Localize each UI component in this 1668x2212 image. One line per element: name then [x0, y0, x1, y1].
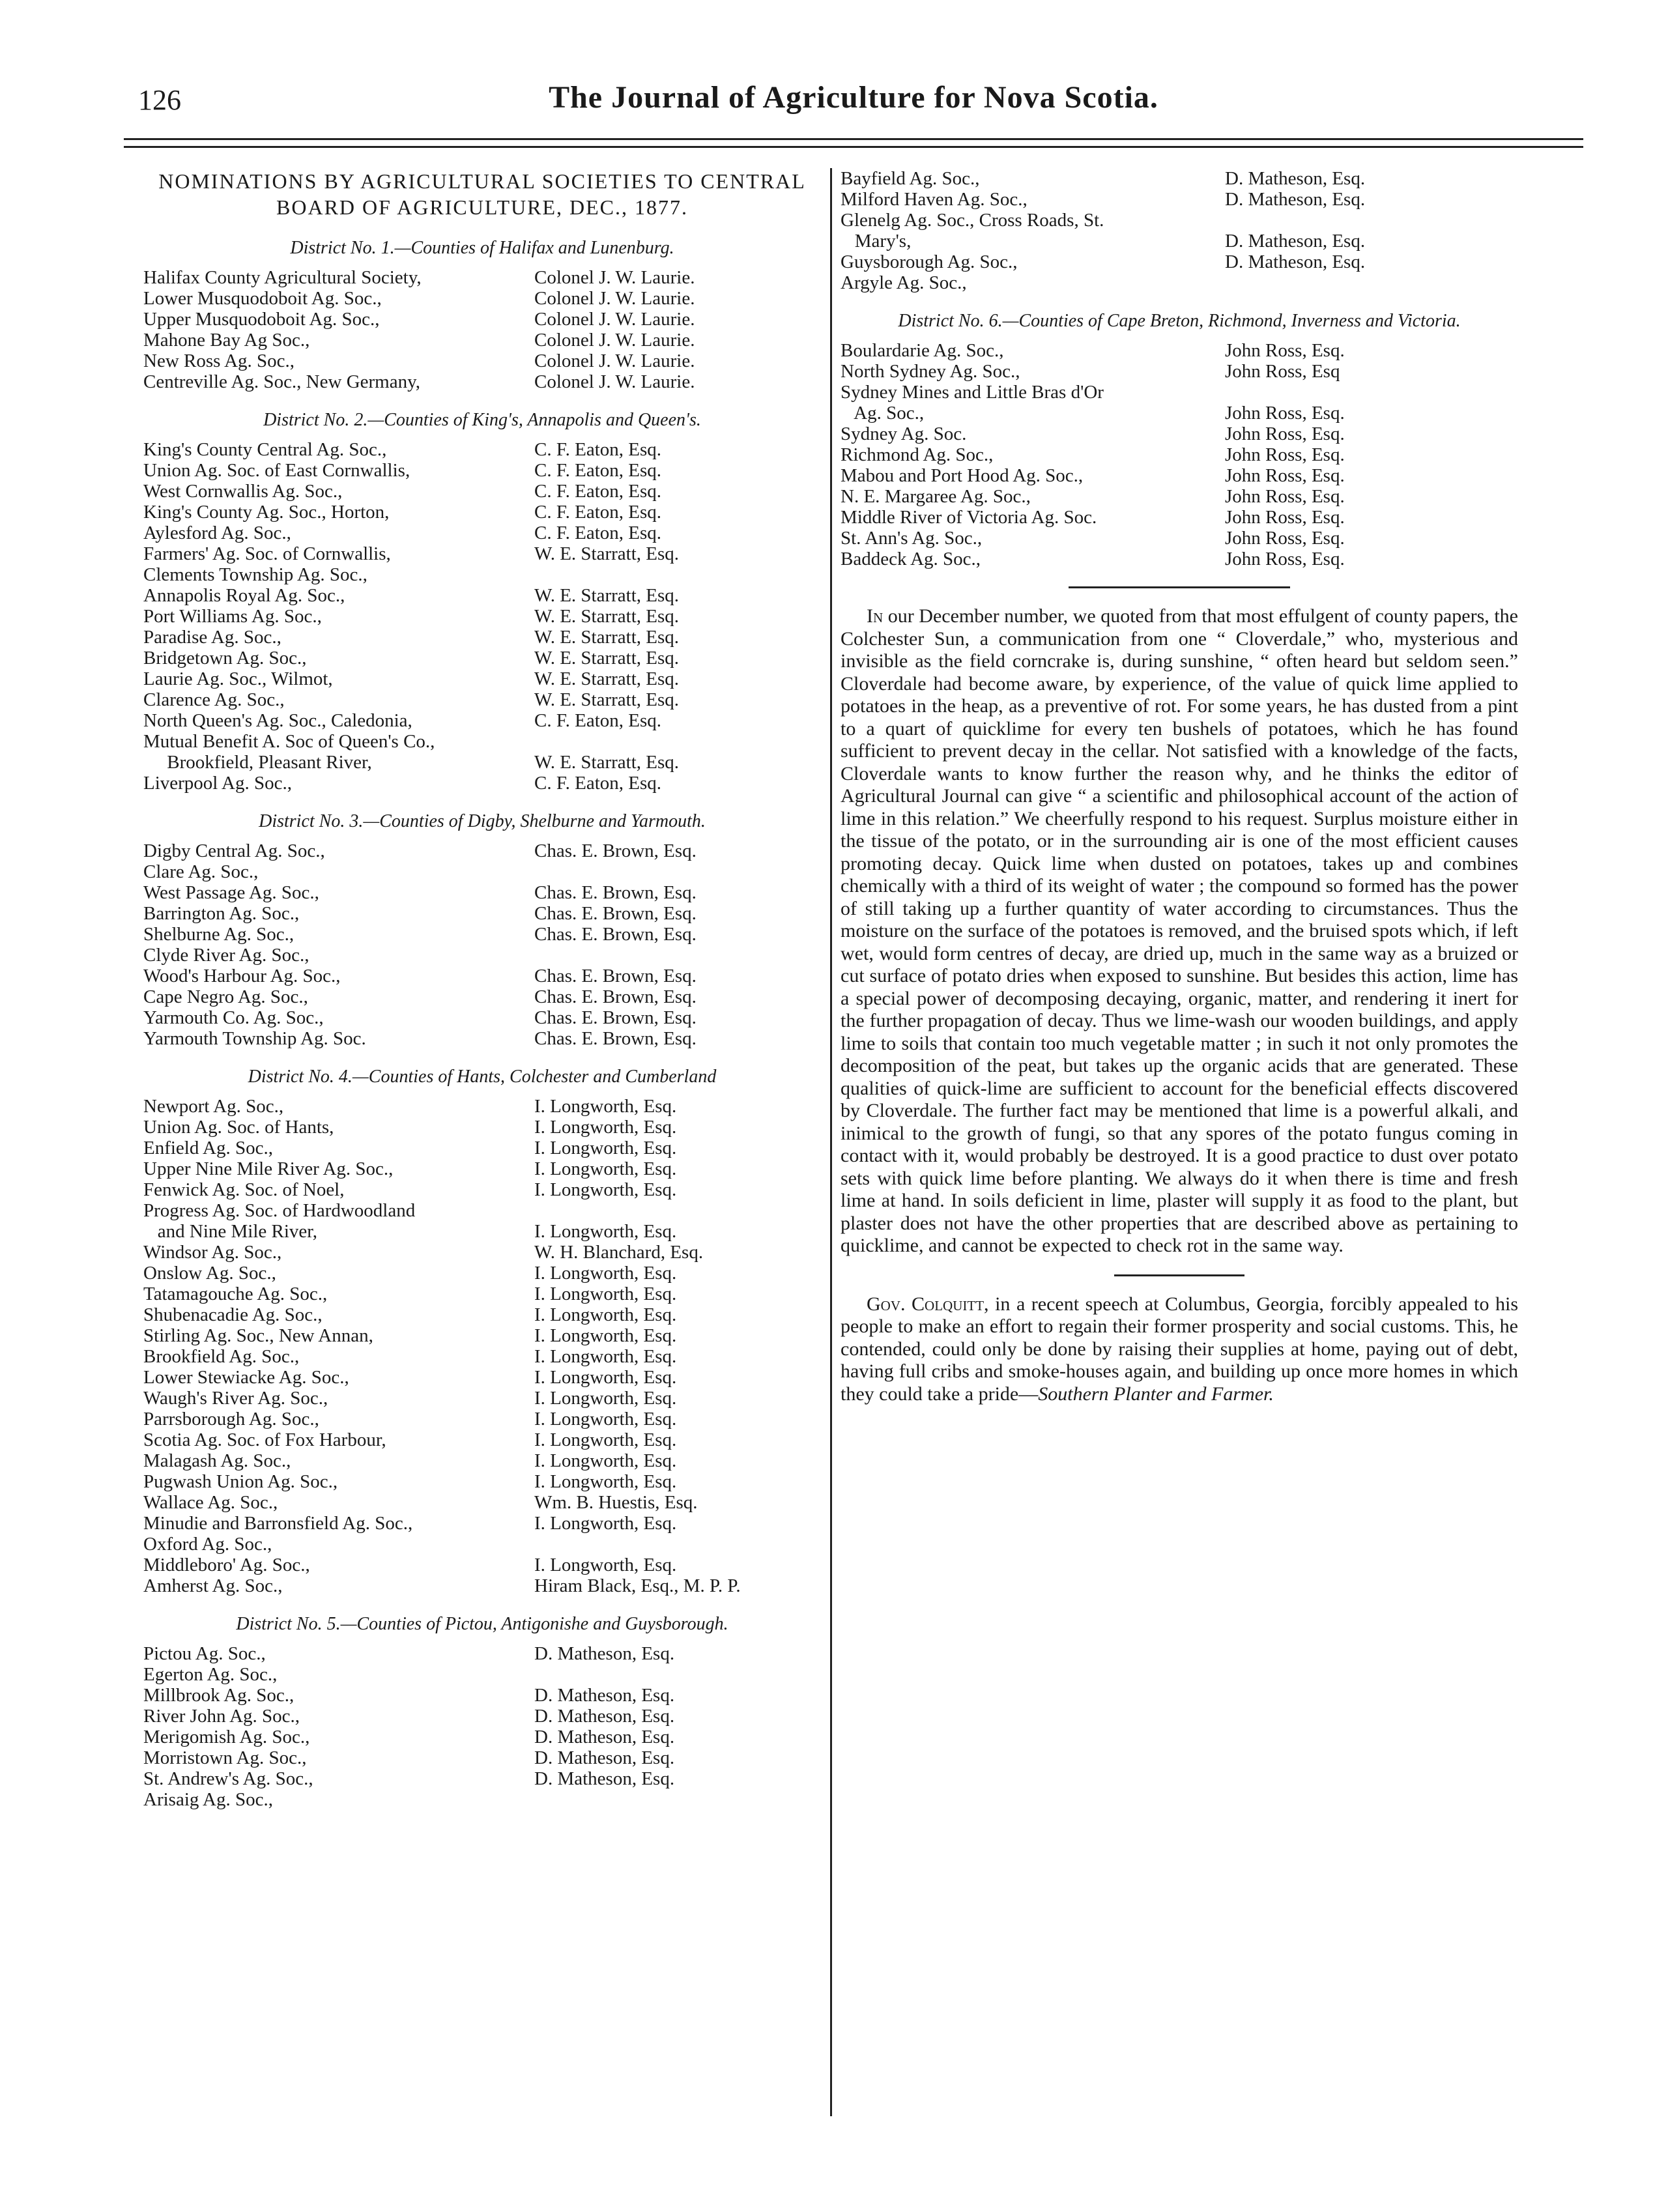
- left-column: [143, 168, 821, 1810]
- nominee-name: Colonel J. W. Laurie.: [534, 351, 695, 371]
- society-entry: [143, 1643, 821, 1664]
- society-entry: [143, 1706, 821, 1727]
- society-name: Minudie and Barronsfield Ag. Soc.,: [143, 1513, 413, 1534]
- society-name: Scotia Ag. Soc. of Fox Harbour,: [143, 1429, 386, 1450]
- society-entry: [143, 288, 821, 309]
- nominee-name: John Ross, Esq.: [1225, 424, 1345, 444]
- society-entry: [841, 168, 1518, 189]
- nominee-name: I. Longworth, Esq.: [534, 1325, 677, 1346]
- society-name: Wallace Ag. Soc.,: [143, 1492, 278, 1513]
- nominee-name: I. Longworth, Esq.: [534, 1555, 677, 1575]
- society-entry: [143, 1685, 821, 1706]
- society-name: Arisaig Ag. Soc.,: [143, 1789, 273, 1810]
- society-name: Brookfield, Pleasant River,: [143, 752, 372, 773]
- article-body: our December number, we quoted from that most effulgent of county papers, the Colchester Sun, a communication from one “ Cloverdale,” who, mysterious and invisible as the field corncrake is, during sunshine, “ often heard but seldom seen.” Cloverdale had become aware, by experience, of the value of quick lime applied to potatoes in the heap, as a preventive of rot. For some years, he has dusted from a pint to a quart of quicklime for every ten bushels of potatoes, which he has found sufficient to prevent decay in the cellar. Not satisfied with a knowledge of the facts, Cloverdale wants to know further the reason why, and he thinks the editor of Agricultural Journal can give “ a scientific and philosophical account of the action of lime in this relation.” We cheerfully respond to his request. Surplus moisture either in the tissue of the potato, or in the surrounding air is one of the most efficient causes promoting decay. Quick lime when dusted on potatoes, takes up and combines chemically with a third of its weight of water ; the compound so formed has the power of still taking up a further quantity of water according to circumstances. Thus the moisture on the surface of the potatoes is removed, and the bruised spots which, if left wet, would form centres of decay, are dried up, much in the same way as a bruized or cut surface of potato dries when exposed to sunshine. But besides this action, lime has a special power of decomposing decaying, organic, matter, and rendering it inert for the further propagation of decay. Thus we lime-wash our wooden buildings, and apply lime to soils that contain too much vegetable matter ; in such it not only promotes the decomposition of the peat, but takes up the organic acids that are generated. These qualities of quick-lime are sufficient to account for the beneficial effects discovered by Cloverdale. The further fact may be mentioned that lime is a powerful alkali, and inimical to the growth of fungi, so that any spores of the potato fungus coming in contact with it, would probably be destroyed. It is a good practice to dust over potato sets with quick lime before planting. We always do it when there is time and fresh lime at hand. In soils deficient in lime, plaster will supply it as food to the plant, but plaster does not have the other properties that are described above as pertaining to quicklime, and cannot be expected to check rot in the same way.: [841, 605, 1518, 1256]
- society-name: Middle River of Victoria Ag. Soc.: [841, 507, 1097, 528]
- society-entry: [143, 840, 821, 861]
- society-name: Ag. Soc.,: [841, 403, 925, 424]
- society-entry: [143, 1284, 821, 1304]
- article2-lead: Gov. Colquitt,: [867, 1293, 989, 1315]
- society-name: Cape Negro Ag. Soc.,: [143, 986, 308, 1007]
- article2-body: in a recent speech at Columbus, Georgia, forcibly appealed to his people to make an effort to regain their former prosperity and social customs. This, he contended, could only be done by raising their supplies at home, paying out of debt, having full cribs and smoke-houses again, and building up once more homes in which they could take a pride—: [841, 1293, 1518, 1405]
- society-entry: [841, 424, 1518, 444]
- nominee-name: [1225, 382, 1518, 403]
- society-name: Amherst Ag. Soc.,: [143, 1575, 283, 1596]
- society-name: Pictou Ag. Soc.,: [143, 1643, 266, 1664]
- nominee-name: W. E. Starratt, Esq.: [534, 752, 680, 773]
- society-entry: [143, 1575, 821, 1596]
- society-name: King's County Central Ag. Soc.,: [143, 439, 387, 460]
- society-entry: [841, 486, 1518, 507]
- nominee-name: Chas. E. Brown, Esq.: [534, 882, 697, 903]
- society-name: Wood's Harbour Ag. Soc.,: [143, 966, 341, 986]
- society-entry: [143, 1221, 821, 1242]
- nominee-name: Chas. E. Brown, Esq.: [534, 1028, 697, 1049]
- society-entry: [143, 1534, 821, 1555]
- nominee-name: Colonel J. W. Laurie.: [534, 309, 695, 330]
- district-heading-2: District No. 2.—Counties of King's, Annapolis and Queen's.: [263, 410, 701, 430]
- nominee-name: W. E. Starratt, Esq.: [534, 543, 680, 564]
- nominee-name: I. Longworth, Esq.: [534, 1388, 677, 1409]
- society-entry: [143, 710, 821, 731]
- society-name: Union Ag. Soc. of East Cornwallis,: [143, 460, 410, 481]
- society-entry: [143, 1492, 821, 1513]
- nominee-name: W. H. Blanchard, Esq.: [534, 1242, 704, 1263]
- society-name: and Nine Mile River,: [143, 1221, 318, 1242]
- society-name: Fenwick Ag. Soc. of Noel,: [143, 1179, 345, 1200]
- society-name: Argyle Ag. Soc.,: [841, 272, 967, 293]
- article-divider: [1114, 1274, 1244, 1276]
- society-name: Waugh's River Ag. Soc.,: [143, 1388, 328, 1409]
- society-name: Upper Nine Mile River Ag. Soc.,: [143, 1158, 394, 1179]
- society-entry: [841, 272, 1518, 293]
- nominee-name: I. Longworth, Esq.: [534, 1179, 677, 1200]
- society-entry: [143, 585, 821, 606]
- society-name: West Passage Ag. Soc.,: [143, 882, 319, 903]
- society-entry: [143, 1747, 821, 1768]
- right-column: [841, 168, 1518, 1405]
- society-name: Bridgetown Ag. Soc.,: [143, 648, 307, 668]
- society-name: Parrsborough Ag. Soc.,: [143, 1409, 319, 1429]
- header-rule-bottom: [124, 146, 1583, 148]
- nominee-name: John Ross, Esq: [1225, 361, 1340, 382]
- article-lead: In: [867, 605, 884, 627]
- society-name: Clare Ag. Soc.,: [143, 861, 259, 882]
- column-divider: [830, 168, 832, 2116]
- nominee-name: D. Matheson, Esq.: [1225, 251, 1366, 272]
- nominee-name: Chas. E. Brown, Esq.: [534, 1007, 697, 1028]
- nominee-name: D. Matheson, Esq.: [1225, 168, 1366, 189]
- society-entry: [143, 1429, 821, 1450]
- nominee-name: D. Matheson, Esq.: [1225, 189, 1366, 210]
- society-entry: [143, 689, 821, 710]
- society-name: Digby Central Ag. Soc.,: [143, 840, 325, 861]
- society-entry: [143, 648, 821, 668]
- nominee-name: I. Longworth, Esq.: [534, 1471, 677, 1492]
- society-entry: [841, 361, 1518, 382]
- society-name: Clarence Ag. Soc.,: [143, 689, 285, 710]
- society-entry: [143, 1096, 821, 1117]
- society-entry: [143, 924, 821, 945]
- society-name: Yarmouth Township Ag. Soc.: [143, 1028, 366, 1049]
- society-name: Progress Ag. Soc. of Hardwoodland: [143, 1200, 416, 1221]
- article2-source: Southern Planter and Farmer.: [1038, 1383, 1274, 1405]
- nominee-name: [1225, 210, 1518, 231]
- nominee-name: John Ross, Esq.: [1225, 507, 1345, 528]
- society-entry: [841, 549, 1518, 569]
- nominee-name: W. E. Starratt, Esq.: [534, 627, 680, 648]
- nominee-name: W. E. Starratt, Esq.: [534, 689, 680, 710]
- society-name: Brookfield Ag. Soc.,: [143, 1346, 300, 1367]
- society-entry: [143, 267, 821, 288]
- nominee-name: [534, 945, 821, 966]
- society-name: Barrington Ag. Soc.,: [143, 903, 300, 924]
- society-name: Laurie Ag. Soc., Wilmot,: [143, 668, 333, 689]
- society-name: Onslow Ag. Soc.,: [143, 1263, 276, 1284]
- society-name: Pugwash Union Ag. Soc.,: [143, 1471, 338, 1492]
- society-entry: [143, 1304, 821, 1325]
- society-name: West Cornwallis Ag. Soc.,: [143, 481, 343, 502]
- society-name: Halifax County Agricultural Society,: [143, 267, 422, 288]
- society-entry: [143, 668, 821, 689]
- society-entry: [143, 1388, 821, 1409]
- nominee-name: I. Longworth, Esq.: [534, 1158, 677, 1179]
- district-heading-3: District No. 3.—Counties of Digby, Shelburne and Yarmouth.: [259, 811, 706, 831]
- society-name: Annapolis Royal Ag. Soc.,: [143, 585, 345, 606]
- society-entry: [841, 382, 1518, 403]
- nominee-name: John Ross, Esq.: [1225, 340, 1345, 361]
- section-divider: [1069, 586, 1290, 588]
- society-entry: [143, 523, 821, 543]
- society-name: Upper Musquodoboit Ag. Soc.,: [143, 309, 380, 330]
- society-entry: [143, 351, 821, 371]
- nominee-name: John Ross, Esq.: [1225, 549, 1345, 569]
- nominee-name: W. E. Starratt, Esq.: [534, 648, 680, 668]
- nominee-name: John Ross, Esq.: [1225, 528, 1345, 549]
- society-name: Mutual Benefit A. Soc of Queen's Co.,: [143, 731, 435, 752]
- society-entry: [841, 210, 1518, 231]
- society-entry: [143, 945, 821, 966]
- journal-title: The Journal of Agriculture for Nova Scotia.: [549, 80, 1158, 115]
- society-name: Yarmouth Co. Ag. Soc.,: [143, 1007, 324, 1028]
- page-header: [124, 77, 1583, 136]
- society-name: Middleboro' Ag. Soc.,: [143, 1555, 310, 1575]
- society-entry: [841, 231, 1518, 251]
- nominee-name: I. Longworth, Esq.: [534, 1409, 677, 1429]
- society-name: Malagash Ag. Soc.,: [143, 1450, 291, 1471]
- society-name: N. E. Margaree Ag. Soc.,: [841, 486, 1031, 507]
- society-name: Lower Stewiacke Ag. Soc.,: [143, 1367, 349, 1388]
- society-entry: [143, 1513, 821, 1534]
- society-entry: [841, 403, 1518, 424]
- society-entry: [143, 861, 821, 882]
- society-name: Oxford Ag. Soc.,: [143, 1534, 272, 1555]
- nominee-name: Wm. B. Huestis, Esq.: [534, 1492, 698, 1513]
- society-name: Richmond Ag. Soc.,: [841, 444, 994, 465]
- nominee-name: [1225, 272, 1518, 293]
- nominee-name: I. Longworth, Esq.: [534, 1450, 677, 1471]
- society-name: Clyde River Ag. Soc.,: [143, 945, 309, 966]
- society-name: Sydney Ag. Soc.: [841, 424, 967, 444]
- nominee-name: [534, 1534, 821, 1555]
- society-name: Port Williams Ag. Soc.,: [143, 606, 322, 627]
- society-entry: [143, 966, 821, 986]
- society-name: Stirling Ag. Soc., New Annan,: [143, 1325, 373, 1346]
- nominee-name: Colonel J. W. Laurie.: [534, 288, 695, 309]
- nominee-name: I. Longworth, Esq.: [534, 1429, 677, 1450]
- nominee-name: W. E. Starratt, Esq.: [534, 585, 680, 606]
- page-number: 126: [138, 84, 181, 116]
- society-entry: [841, 465, 1518, 486]
- district-heading-1: District No. 1.—Counties of Halifax and Lunenburg.: [290, 238, 674, 258]
- nominee-name: C. F. Eaton, Esq.: [534, 481, 662, 502]
- society-name: Baddeck Ag. Soc.,: [841, 549, 981, 569]
- society-entry: [143, 1555, 821, 1575]
- society-entry: [143, 627, 821, 648]
- society-name: Clements Township Ag. Soc.,: [143, 564, 367, 585]
- nominee-name: D. Matheson, Esq.: [534, 1643, 675, 1664]
- society-entry: [143, 731, 821, 752]
- society-name: Lower Musquodoboit Ag. Soc.,: [143, 288, 382, 309]
- society-name: Guysborough Ag. Soc.,: [841, 251, 1018, 272]
- society-entry: [143, 1200, 821, 1221]
- society-entry: [143, 1028, 821, 1049]
- society-name: Union Ag. Soc. of Hants,: [143, 1117, 334, 1138]
- society-entry: [143, 752, 821, 773]
- society-entry: [143, 1346, 821, 1367]
- society-entry: [841, 528, 1518, 549]
- nominee-name: John Ross, Esq.: [1225, 403, 1345, 424]
- society-entry: [143, 309, 821, 330]
- society-name: Newport Ag. Soc.,: [143, 1096, 284, 1117]
- society-entry: [143, 1179, 821, 1200]
- nominee-name: [534, 1664, 821, 1685]
- nominee-name: C. F. Eaton, Esq.: [534, 773, 662, 794]
- nominee-name: I. Longworth, Esq.: [534, 1138, 677, 1158]
- nominee-name: W. E. Starratt, Esq.: [534, 668, 680, 689]
- society-entry: [143, 1471, 821, 1492]
- nominee-name: Chas. E. Brown, Esq.: [534, 986, 697, 1007]
- society-name: St. Andrew's Ag. Soc.,: [143, 1768, 313, 1789]
- society-entry: [143, 1158, 821, 1179]
- society-entry: [143, 1367, 821, 1388]
- society-name: Liverpool Ag. Soc.,: [143, 773, 292, 794]
- nominee-name: John Ross, Esq.: [1225, 444, 1345, 465]
- district-heading-6: District No. 6.—Counties of Cape Breton, Richmond, Inverness and Victoria.: [898, 311, 1461, 331]
- society-entry: [143, 903, 821, 924]
- society-entry: [841, 444, 1518, 465]
- society-name: Aylesford Ag. Soc.,: [143, 523, 291, 543]
- nominee-name: I. Longworth, Esq.: [534, 1221, 677, 1242]
- nominee-name: [534, 861, 821, 882]
- nominee-name: D. Matheson, Esq.: [534, 1768, 675, 1789]
- society-name: Mahone Bay Ag Soc.,: [143, 330, 310, 351]
- nominee-name: C. F. Eaton, Esq.: [534, 460, 662, 481]
- nominee-name: Chas. E. Brown, Esq.: [534, 924, 697, 945]
- nominee-name: D. Matheson, Esq.: [534, 1727, 675, 1747]
- society-entry: [143, 460, 821, 481]
- district-list: [143, 237, 821, 1810]
- district5-continuation: [841, 168, 1518, 293]
- society-name: Morristown Ag. Soc.,: [143, 1747, 307, 1768]
- society-entry: [841, 251, 1518, 272]
- nominee-name: John Ross, Esq.: [1225, 486, 1345, 507]
- society-entry: [143, 1409, 821, 1429]
- nominee-name: I. Longworth, Esq.: [534, 1284, 677, 1304]
- society-name: Shubenacadie Ag. Soc.,: [143, 1304, 323, 1325]
- nominee-name: C. F. Eaton, Esq.: [534, 502, 662, 523]
- nominee-name: I. Longworth, Esq.: [534, 1367, 677, 1388]
- society-entry: [143, 481, 821, 502]
- society-entry: [143, 1242, 821, 1263]
- society-entry: [143, 882, 821, 903]
- nominee-name: [534, 1200, 821, 1221]
- society-name: North Sydney Ag. Soc.,: [841, 361, 1020, 382]
- district-heading-4: District No. 4.—Counties of Hants, Colchester and Cumberland: [248, 1067, 717, 1087]
- society-entry: [143, 1325, 821, 1346]
- nominee-name: [534, 564, 821, 585]
- nominee-name: D. Matheson, Esq.: [1225, 231, 1366, 251]
- society-entry: [143, 1138, 821, 1158]
- society-entry: [841, 507, 1518, 528]
- nominee-name: I. Longworth, Esq.: [534, 1263, 677, 1284]
- society-entry: [143, 1789, 821, 1810]
- nominee-name: [534, 1789, 821, 1810]
- society-entry: [143, 1768, 821, 1789]
- society-entry: [143, 986, 821, 1007]
- nominee-name: I. Longworth, Esq.: [534, 1096, 677, 1117]
- society-entry: [143, 1664, 821, 1685]
- society-name: Mary's,: [841, 231, 912, 251]
- section-title: NOMINATIONS BY AGRICULTURAL SOCIETIES TO CENTRAL BOARD OF AGRICULTURE, DEC., 1877.: [158, 169, 806, 219]
- society-name: Egerton Ag. Soc.,: [143, 1664, 278, 1685]
- society-name: King's County Ag. Soc., Horton,: [143, 502, 390, 523]
- society-entry: [143, 371, 821, 392]
- district-heading-5: District No. 5.—Counties of Pictou, Antigonishe and Guysborough.: [236, 1614, 728, 1634]
- society-entry: [143, 606, 821, 627]
- society-name: Tatamagouche Ag. Soc.,: [143, 1284, 328, 1304]
- nominee-name: Colonel J. W. Laurie.: [534, 267, 695, 288]
- society-name: Boulardarie Ag. Soc.,: [841, 340, 1004, 361]
- society-entry: [143, 773, 821, 794]
- nominee-name: I. Longworth, Esq.: [534, 1513, 677, 1534]
- nominee-name: C. F. Eaton, Esq.: [534, 523, 662, 543]
- society-entry: [143, 439, 821, 460]
- nominee-name: D. Matheson, Esq.: [534, 1747, 675, 1768]
- society-name: North Queen's Ag. Soc., Caledonia,: [143, 710, 412, 731]
- society-name: River John Ag. Soc.,: [143, 1706, 300, 1727]
- society-entry: [143, 502, 821, 523]
- nominee-name: D. Matheson, Esq.: [534, 1706, 675, 1727]
- society-entry: [841, 340, 1518, 361]
- society-name: Shelburne Ag. Soc.,: [143, 924, 295, 945]
- nominee-name: C. F. Eaton, Esq.: [534, 710, 662, 731]
- district6-list: [841, 340, 1518, 569]
- nominee-name: [534, 731, 821, 752]
- nominee-name: Colonel J. W. Laurie.: [534, 330, 695, 351]
- nominee-name: C. F. Eaton, Esq.: [534, 439, 662, 460]
- society-entry: [143, 564, 821, 585]
- nominee-name: D. Matheson, Esq.: [534, 1685, 675, 1706]
- society-entry: [143, 1727, 821, 1747]
- society-entry: [143, 1450, 821, 1471]
- nominee-name: John Ross, Esq.: [1225, 465, 1345, 486]
- society-name: Sydney Mines and Little Bras d'Or: [841, 382, 1104, 403]
- society-name: Windsor Ag. Soc.,: [143, 1242, 282, 1263]
- society-entry: [143, 330, 821, 351]
- nominee-name: W. E. Starratt, Esq.: [534, 606, 680, 627]
- society-name: Centreville Ag. Soc., New Germany,: [143, 371, 420, 392]
- society-name: Mabou and Port Hood Ag. Soc.,: [841, 465, 1084, 486]
- society-entry: [841, 189, 1518, 210]
- society-name: Merigomish Ag. Soc.,: [143, 1727, 310, 1747]
- society-name: New Ross Ag. Soc.,: [143, 351, 295, 371]
- society-name: Glenelg Ag. Soc., Cross Roads, St.: [841, 210, 1104, 231]
- society-name: Millbrook Ag. Soc.,: [143, 1685, 295, 1706]
- nominee-name: I. Longworth, Esq.: [534, 1304, 677, 1325]
- article-colquitt: [841, 1293, 1518, 1406]
- society-name: Milford Haven Ag. Soc.,: [841, 189, 1028, 210]
- society-entry: [143, 543, 821, 564]
- society-name: Farmers' Ag. Soc. of Cornwallis,: [143, 543, 391, 564]
- society-name: Enfield Ag. Soc.,: [143, 1138, 273, 1158]
- society-name: Paradise Ag. Soc.,: [143, 627, 281, 648]
- nominee-name: Colonel J. W. Laurie.: [534, 371, 695, 392]
- society-name: Bayfield Ag. Soc.,: [841, 168, 980, 189]
- article-lime-potatoes: [841, 605, 1518, 1257]
- header-rule-top: [124, 138, 1583, 140]
- society-entry: [143, 1007, 821, 1028]
- nominee-name: I. Longworth, Esq.: [534, 1117, 677, 1138]
- nominee-name: Chas. E. Brown, Esq.: [534, 903, 697, 924]
- nominee-name: Chas. E. Brown, Esq.: [534, 840, 697, 861]
- society-entry: [143, 1263, 821, 1284]
- nominee-name: Hiram Black, Esq., M. P. P.: [534, 1575, 741, 1596]
- nominee-name: I. Longworth, Esq.: [534, 1346, 677, 1367]
- society-entry: [143, 1117, 821, 1138]
- nominee-name: Chas. E. Brown, Esq.: [534, 966, 697, 986]
- society-name: St. Ann's Ag. Soc.,: [841, 528, 983, 549]
